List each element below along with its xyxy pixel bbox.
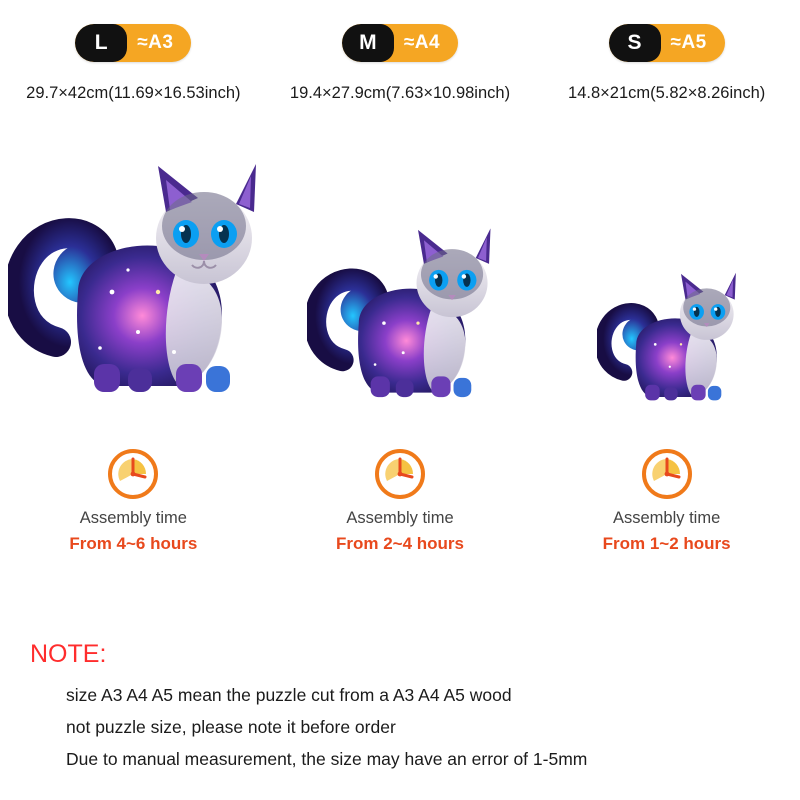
clock-icon (106, 447, 160, 501)
assembly-column-l (0, 447, 266, 554)
dimensions-l: 29.7×42cm(11.69×16.53inch) (26, 84, 241, 102)
size-code-l: L (75, 24, 127, 62)
size-approx-s: ≈A5 (670, 32, 707, 53)
note-block (30, 640, 780, 775)
assembly-column-s (534, 447, 800, 554)
size-badge-column (534, 24, 800, 62)
cat-column-s (534, 117, 800, 417)
clock-icon (640, 447, 694, 501)
size-approx-l: ≈A3 (137, 32, 174, 53)
size-badge-column (267, 24, 533, 62)
galaxy-cat-illustration (307, 212, 492, 417)
galaxy-cat-icon (307, 212, 492, 412)
assembly-label-s: Assembly time (613, 509, 721, 527)
assembly-column-m (267, 447, 533, 554)
galaxy-cat-icon (597, 260, 737, 412)
clock-icon (373, 447, 427, 501)
assembly-label-l: Assembly time (79, 509, 187, 527)
dimensions-m: 19.4×27.9cm(7.63×10.98inch) (289, 84, 511, 102)
size-badge-m (342, 24, 458, 62)
size-badge-column (0, 24, 266, 62)
size-code-s: S (609, 24, 661, 62)
size-badge-s (609, 24, 725, 62)
cat-column-l (0, 117, 266, 417)
cat-column-m (267, 117, 533, 417)
note-line-3: Due to manual measurement, the size may have an error of 1-5mm (66, 749, 588, 769)
cat-illustrations-row (0, 117, 800, 417)
assembly-value-m: From 2~4 hours (335, 534, 464, 553)
dimensions-s: 14.8×21cm(5.82×8.26inch) (568, 84, 766, 102)
galaxy-cat-illustration (8, 142, 258, 417)
dimensions-row (0, 84, 800, 103)
note-title: NOTE: (30, 640, 107, 668)
size-badge-l (75, 24, 191, 62)
assembly-value-s: From 1~2 hours (602, 534, 731, 553)
note-line-2: not puzzle size, please note it before order (66, 717, 396, 737)
size-badges-row (0, 0, 800, 62)
galaxy-cat-illustration (597, 260, 737, 417)
assembly-label-m: Assembly time (346, 509, 454, 527)
galaxy-cat-icon (8, 142, 258, 412)
size-code-m: M (342, 24, 394, 62)
note-line-1: size A3 A4 A5 mean the puzzle cut from a A3 A4 A5 wood (66, 685, 512, 705)
assembly-time-row (0, 447, 800, 554)
size-approx-m: ≈A4 (403, 32, 441, 53)
assembly-value-l: From 4~6 hours (69, 534, 198, 553)
